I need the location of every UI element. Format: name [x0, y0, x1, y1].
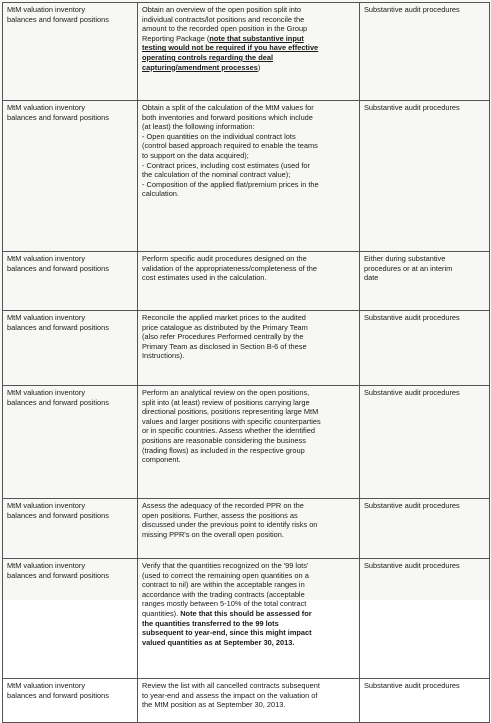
procedure-text: - Open quantities on the individual contract lots [142, 131, 296, 141]
procedure-line [142, 619, 355, 629]
procedure-line [142, 323, 355, 333]
procedure-line [142, 189, 355, 199]
timing-line: Substantive audit procedures [364, 681, 460, 690]
emphasis-text: Note that this should be assessed for [180, 608, 312, 618]
procedure-line [142, 63, 355, 73]
procedure-cell [138, 559, 360, 679]
area-cell [3, 499, 138, 559]
procedure-cell [138, 101, 360, 252]
procedure-text: directional positions, positions representing large MtM [142, 407, 319, 417]
procedure-text: Reporting Package ( [142, 33, 210, 43]
table-body [3, 3, 490, 723]
procedure-line [142, 332, 355, 342]
procedure-line [142, 132, 355, 142]
emphasis-text: operating controls regarding the deal [142, 52, 273, 62]
timing-cell [360, 386, 490, 499]
area-line: MtM valuation inventory [7, 681, 86, 690]
table-row [3, 252, 490, 311]
procedure-line [142, 24, 355, 34]
procedure-text: contract to nil) are within the acceptable ranges in [142, 580, 305, 590]
procedure-line [142, 34, 355, 44]
timing-line: Substantive audit procedures [364, 561, 460, 570]
area-line: MtM valuation inventory [7, 254, 86, 263]
procedure-line [142, 15, 355, 25]
procedure-text: both inventories and forward positions which include [142, 112, 313, 122]
procedure-text: ranges mostly between 5-10% of the total contract [142, 599, 307, 609]
timing-cell [360, 3, 490, 101]
table-row [3, 559, 490, 679]
area-line: MtM valuation inventory [7, 501, 86, 510]
procedure-line [142, 561, 355, 571]
area-line: balances and forward positions [7, 322, 109, 332]
emphasis-text: capturing/amendment processes [142, 62, 258, 72]
procedure-line [142, 638, 355, 648]
procedure-text: (also refer Procedures Performed centrally by the [142, 332, 304, 342]
area-cell [3, 679, 138, 723]
area-line: balances and forward positions [7, 14, 109, 24]
procedure-line [142, 43, 355, 53]
procedure-text: price catalogue as distributed by the Primary Team [142, 322, 308, 332]
procedure-line [142, 264, 355, 274]
procedure-line [142, 501, 355, 511]
area-cell [3, 559, 138, 679]
emphasis-text: the quantities transferred to the 99 lots [142, 618, 279, 628]
procedure-text: Verify that the quantities recognized on the '99 lots' [142, 561, 309, 570]
timing-line: Either during substantive [364, 254, 446, 263]
procedure-text: Assess the adequacy of the recorded PPR on the [142, 501, 304, 510]
timing-line: date [364, 273, 379, 283]
procedure-line [142, 530, 355, 540]
procedure-text: component. [142, 455, 181, 465]
table-row [3, 101, 490, 252]
procedure-line [142, 700, 355, 710]
procedure-line [142, 511, 355, 521]
timing-cell [360, 679, 490, 723]
area-cell [3, 252, 138, 311]
procedure-line [142, 520, 355, 530]
area-line: balances and forward positions [7, 570, 109, 580]
table-row [3, 679, 490, 723]
emphasis-text: valued quantities as at September 30, 2013. [142, 637, 295, 647]
procedure-text: discussed under the previous point to identify risks on [142, 520, 318, 530]
area-cell [3, 101, 138, 252]
timing-cell [360, 252, 490, 311]
table-row [3, 311, 490, 386]
procedure-line [142, 417, 355, 427]
area-line: balances and forward positions [7, 397, 109, 407]
procedure-text: Instructions). [142, 351, 185, 361]
procedure-text: cost estimates used in the calculation. [142, 273, 267, 283]
procedure-line [142, 407, 355, 417]
procedure-line [142, 273, 355, 283]
timing-line: Substantive audit procedures [364, 501, 460, 510]
area-cell [3, 3, 138, 101]
timing-line: Substantive audit procedures [364, 5, 460, 14]
procedure-line [142, 571, 355, 581]
procedure-text: Obtain a split of the calculation of the MtM values for [142, 103, 314, 112]
procedure-text: Perform an analytical review on the open positions, [142, 388, 310, 397]
audit-procedures-table [2, 2, 490, 723]
procedure-line [142, 398, 355, 408]
procedure-text: Primary Team as disclosed in Section B-6 of these [142, 341, 307, 351]
procedure-text: quantities). [142, 608, 181, 618]
timing-cell [360, 311, 490, 386]
procedure-text: ) [257, 62, 261, 72]
timing-cell [360, 101, 490, 252]
procedure-text: - Composition of the applied flat/premium prices in the [142, 179, 319, 189]
area-line: MtM valuation inventory [7, 5, 86, 14]
area-line: balances and forward positions [7, 112, 109, 122]
procedure-text: validation of the appropriateness/completeness of the [142, 263, 318, 273]
procedure-text: to year-end and assess the impact on the valuation of [142, 690, 318, 700]
procedure-line [142, 681, 355, 691]
procedure-line [142, 53, 355, 63]
procedure-text: to support on the data acquired); [142, 150, 249, 160]
table-row [3, 386, 490, 499]
procedure-line [142, 628, 355, 638]
timing-cell [360, 559, 490, 679]
procedure-cell [138, 3, 360, 101]
procedure-cell [138, 499, 360, 559]
procedure-text: (at least) the following information: [142, 122, 255, 132]
procedure-cell [138, 386, 360, 499]
procedure-line [142, 599, 355, 609]
table-row [3, 499, 490, 559]
procedure-line [142, 151, 355, 161]
procedure-cell [138, 679, 360, 723]
procedure-text: Obtain an overview of the open position split into [142, 5, 301, 14]
area-line: MtM valuation inventory [7, 103, 86, 112]
emphasis-text: note that substantive input [209, 33, 304, 43]
area-line: balances and forward positions [7, 510, 109, 520]
procedure-text: or in specific countries. Assess whether the identified [142, 426, 315, 436]
procedure-text: (trading flows) as included in the respective group [142, 445, 305, 455]
procedure-line [142, 141, 355, 151]
procedure-line [142, 691, 355, 701]
area-cell [3, 311, 138, 386]
procedure-cell [138, 252, 360, 311]
procedure-line [142, 446, 355, 456]
procedure-text: - Contract prices, including cost estimates (used for [142, 160, 310, 170]
procedure-line [142, 436, 355, 446]
procedure-cell [138, 311, 360, 386]
timing-line: Substantive audit procedures [364, 388, 460, 397]
procedure-line [142, 113, 355, 123]
procedure-line [142, 122, 355, 132]
procedure-text: (used to correct the remaining open quantities on a [142, 570, 309, 580]
area-line: balances and forward positions [7, 263, 109, 273]
procedure-text: values and larger positions with specific counterparties [142, 416, 321, 426]
procedure-line [142, 5, 355, 15]
procedure-line [142, 351, 355, 361]
area-line: balances and forward positions [7, 690, 109, 700]
procedure-text: Reconcile the applied market prices to the audited [142, 313, 306, 322]
timing-line: Substantive audit procedures [364, 103, 460, 112]
procedure-text: the calculation of the nominal contract value); [142, 170, 291, 180]
procedure-text: split into (at least) review of positions carrying large [142, 397, 310, 407]
timing-cell [360, 499, 490, 559]
procedure-line [142, 103, 355, 113]
procedure-text: amount to the recorded open position in the Group [142, 24, 308, 34]
area-cell [3, 386, 138, 499]
procedure-line [142, 161, 355, 171]
procedure-text: open positions. Further, assess the positions as [142, 510, 298, 520]
procedure-line [142, 426, 355, 436]
procedure-text: Review the list with all cancelled contracts subsequent [142, 681, 320, 690]
area-line: MtM valuation inventory [7, 313, 86, 322]
procedure-text: individual contracts/lot positions and reconcile the [142, 14, 305, 24]
procedure-line [142, 455, 355, 465]
procedure-text: missing PPR's on the overall open position. [142, 529, 284, 539]
procedure-text: the MtM position as at September 30, 2013. [142, 700, 286, 710]
procedure-line [142, 388, 355, 398]
area-line: MtM valuation inventory [7, 388, 86, 397]
area-line: MtM valuation inventory [7, 561, 86, 570]
timing-line: procedures or at an interim [364, 263, 453, 273]
procedure-line [142, 254, 355, 264]
procedure-text: positions are reasonable considering the business [142, 435, 306, 445]
timing-line: Substantive audit procedures [364, 313, 460, 322]
procedure-text: calculation. [142, 189, 179, 199]
procedure-text: (control based approach required to enable the teams [142, 141, 318, 151]
procedure-line [142, 590, 355, 600]
procedure-text: Perform specific audit procedures designed on the [142, 254, 307, 263]
emphasis-text: testing would not be required if you have effective [142, 43, 319, 53]
procedure-text: accordance with the trading contracts (acceptable [142, 589, 305, 599]
procedure-line [142, 609, 355, 619]
procedure-line [142, 180, 355, 190]
procedure-line [142, 170, 355, 180]
procedure-line [142, 313, 355, 323]
procedure-line [142, 342, 355, 352]
table-row [3, 3, 490, 101]
emphasis-text: subsequent to year-end, since this might impact [142, 628, 312, 638]
procedure-line [142, 580, 355, 590]
